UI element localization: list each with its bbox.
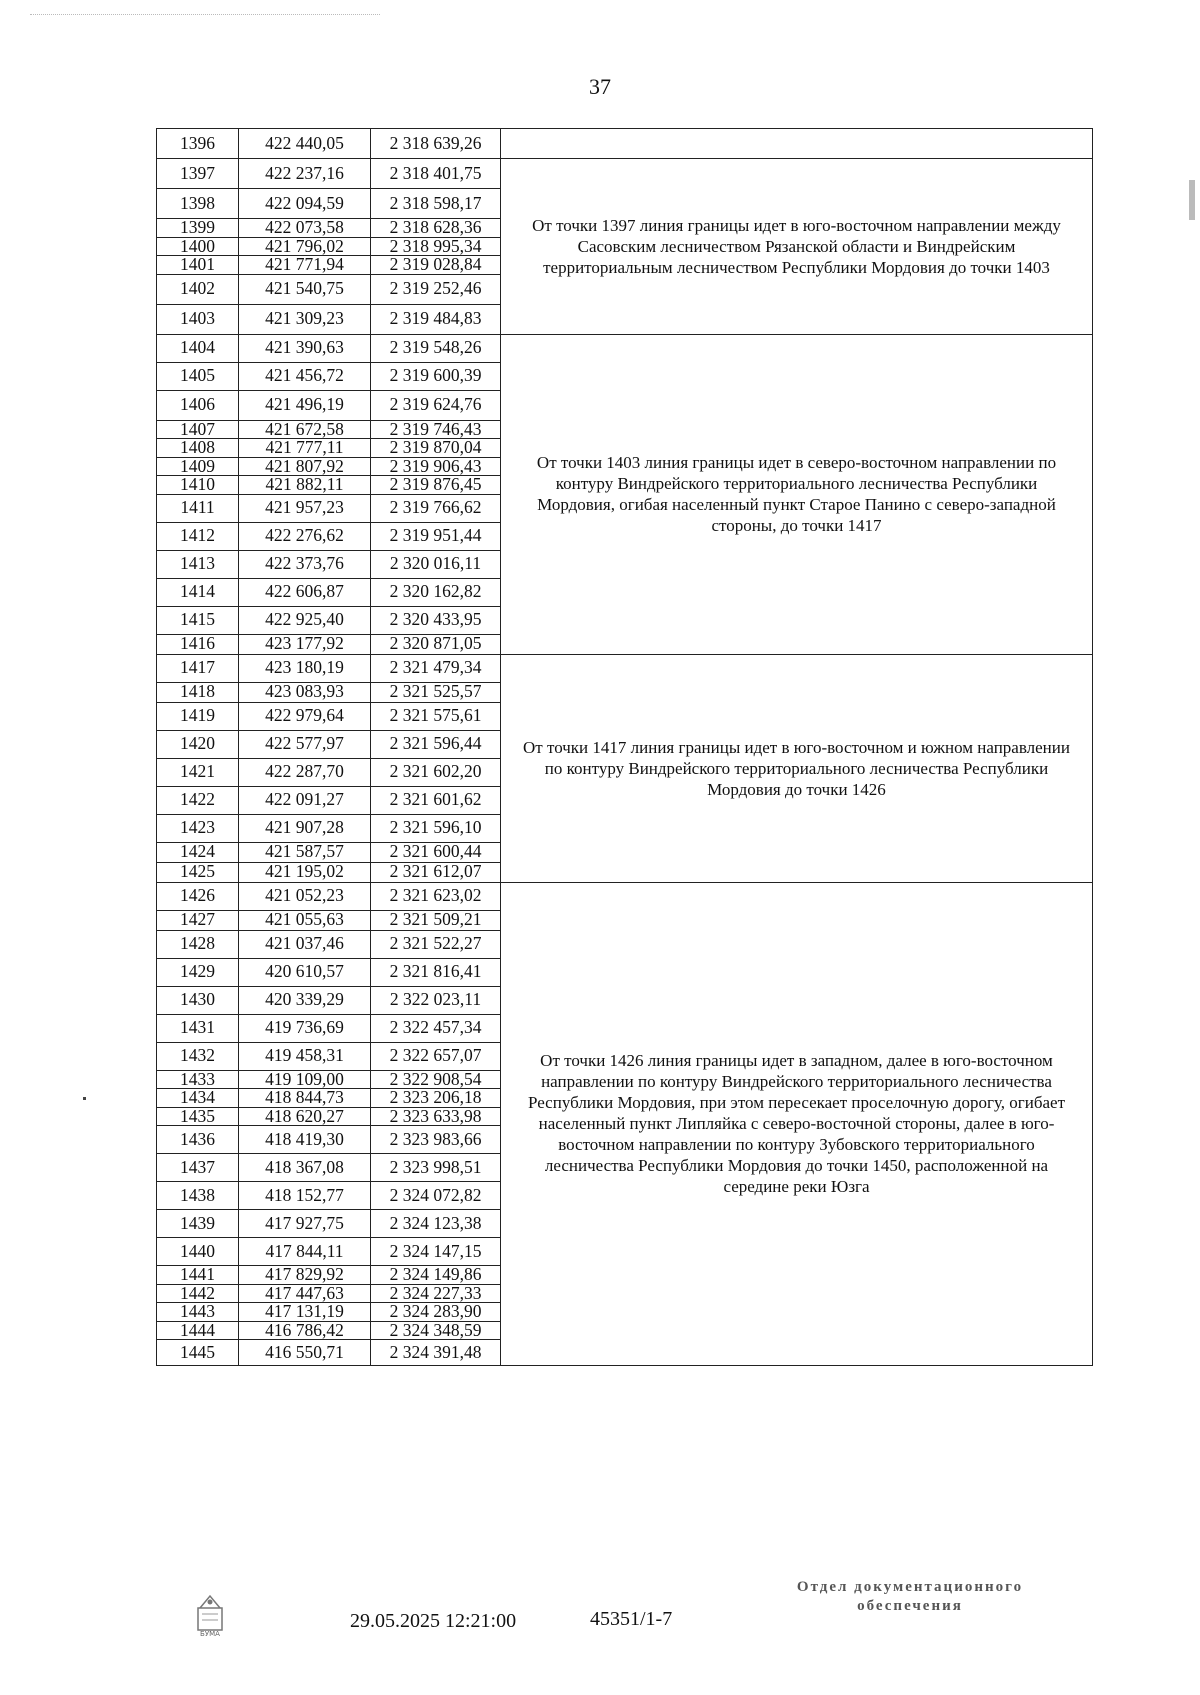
- coord-x: 418 367,08: [239, 1154, 371, 1182]
- coord-y: 2 321 602,20: [371, 758, 501, 786]
- coord-y: 2 321 596,44: [371, 730, 501, 758]
- point-number: 1420: [157, 730, 239, 758]
- coord-x: 417 844,11: [239, 1238, 371, 1266]
- coord-y: 2 324 123,38: [371, 1210, 501, 1238]
- coordinates-table-wrapper: [156, 128, 1092, 1366]
- coord-y: 2 319 252,46: [371, 274, 501, 304]
- coord-y: 2 319 766,62: [371, 494, 501, 522]
- coord-y: 2 322 457,34: [371, 1014, 501, 1042]
- point-number: 1399: [157, 219, 239, 238]
- coord-y: 2 322 657,07: [371, 1042, 501, 1070]
- coord-y: 2 324 283,90: [371, 1303, 501, 1322]
- coord-x: 422 287,70: [239, 758, 371, 786]
- point-number: 1438: [157, 1182, 239, 1210]
- coord-y: 2 318 995,34: [371, 237, 501, 256]
- point-number: 1424: [157, 842, 239, 862]
- coord-y: 2 321 479,34: [371, 654, 501, 682]
- coord-x: 421 796,02: [239, 237, 371, 256]
- coord-y: 2 319 484,83: [371, 304, 501, 334]
- boundary-description: От точки 1417 линия границы идет в юго-восточном и южном направлении по контуру Виндрейского территориального лесничества Республики Мордовия до точки 1426: [501, 654, 1093, 882]
- coord-y: 2 321 525,57: [371, 682, 501, 702]
- coord-y: 2 323 998,51: [371, 1154, 501, 1182]
- point-number: 1435: [157, 1107, 239, 1126]
- coord-y: 2 319 906,43: [371, 457, 501, 476]
- coord-y: 2 319 870,04: [371, 439, 501, 458]
- point-number: 1422: [157, 786, 239, 814]
- coord-x: 422 440,05: [239, 129, 371, 159]
- scan-artifact-dot: [83, 1097, 86, 1100]
- point-number: 1400: [157, 237, 239, 256]
- coord-y: 2 320 433,95: [371, 606, 501, 634]
- coord-x: 421 777,11: [239, 439, 371, 458]
- point-number: 1416: [157, 634, 239, 654]
- coord-y: 2 321 612,07: [371, 862, 501, 882]
- coord-y: 2 320 016,11: [371, 550, 501, 578]
- coord-y: 2 324 391,48: [371, 1340, 501, 1366]
- stamp-line-1: Отдел документационного: [796, 1579, 1024, 1595]
- coord-y: 2 319 951,44: [371, 522, 501, 550]
- coord-y: 2 318 401,75: [371, 159, 501, 189]
- coord-x: 421 907,28: [239, 814, 371, 842]
- point-number: 1405: [157, 362, 239, 390]
- point-number: 1434: [157, 1089, 239, 1108]
- point-number: 1409: [157, 457, 239, 476]
- table-row: [157, 129, 1093, 159]
- coord-y: 2 323 633,98: [371, 1107, 501, 1126]
- coord-y: 2 320 162,82: [371, 578, 501, 606]
- coord-x: 421 672,58: [239, 420, 371, 439]
- coord-y: 2 319 548,26: [371, 334, 501, 362]
- point-number: 1401: [157, 256, 239, 275]
- point-number: 1419: [157, 702, 239, 730]
- point-number: 1412: [157, 522, 239, 550]
- coord-y: 2 321 623,02: [371, 882, 501, 910]
- coord-x: 423 177,92: [239, 634, 371, 654]
- coord-x: 422 094,59: [239, 189, 371, 219]
- point-number: 1425: [157, 862, 239, 882]
- boundary-description: От точки 1403 линия границы идет в северо-восточном направлении по контуру Виндрейского территориального лесничества Республики Мордовия, огибая населенный пункт Старое Панино с северо-западной стороны, до точки 1417: [501, 334, 1093, 654]
- boundary-description: От точки 1397 линия границы идет в юго-восточном направлении между Сасовским лесничеством Рязанской области и Виндрейским территориальным лесничеством Республики Мордовия до точки 1403: [501, 159, 1093, 335]
- coord-x: 422 276,62: [239, 522, 371, 550]
- point-number: 1418: [157, 682, 239, 702]
- logo-text: БУМА: [200, 1630, 220, 1638]
- coord-y: 2 318 639,26: [371, 129, 501, 159]
- coord-x: 419 736,69: [239, 1014, 371, 1042]
- point-number: 1426: [157, 882, 239, 910]
- point-number: 1428: [157, 930, 239, 958]
- table-row: [157, 882, 1093, 910]
- point-number: 1436: [157, 1126, 239, 1154]
- coord-x: 418 844,73: [239, 1089, 371, 1108]
- point-number: 1443: [157, 1303, 239, 1322]
- footer-datetime: 29.05.2025 12:21:00: [350, 1610, 517, 1632]
- coord-y: 2 319 624,76: [371, 390, 501, 420]
- coord-y: 2 323 206,18: [371, 1089, 501, 1108]
- coord-x: 421 957,23: [239, 494, 371, 522]
- coord-x: 418 419,30: [239, 1126, 371, 1154]
- coord-y: 2 324 149,86: [371, 1266, 501, 1285]
- coord-y: 2 322 023,11: [371, 986, 501, 1014]
- table-row: [157, 334, 1093, 362]
- coord-x: 417 829,92: [239, 1266, 371, 1285]
- point-number: 1439: [157, 1210, 239, 1238]
- point-number: 1417: [157, 654, 239, 682]
- coordinates-table-body: [157, 129, 1093, 1366]
- coord-x: 421 037,46: [239, 930, 371, 958]
- coord-x: 421 587,57: [239, 842, 371, 862]
- point-number: 1407: [157, 420, 239, 439]
- coord-x: 423 180,19: [239, 654, 371, 682]
- coord-y: 2 322 908,54: [371, 1070, 501, 1089]
- point-number: 1415: [157, 606, 239, 634]
- point-number: 1397: [157, 159, 239, 189]
- coord-x: 417 131,19: [239, 1303, 371, 1322]
- department-stamp: [760, 1578, 1060, 1616]
- footer-doc-number: 45351/1-7: [590, 1608, 673, 1630]
- coord-y: 2 319 028,84: [371, 256, 501, 275]
- coord-y: 2 321 596,10: [371, 814, 501, 842]
- stamp-line-2: обеспечения: [857, 1598, 963, 1614]
- point-number: 1432: [157, 1042, 239, 1070]
- point-number: 1431: [157, 1014, 239, 1042]
- coord-x: 422 373,76: [239, 550, 371, 578]
- coord-y: 2 324 227,33: [371, 1284, 501, 1303]
- coord-x: 422 606,87: [239, 578, 371, 606]
- point-number: 1406: [157, 390, 239, 420]
- coord-x: 422 577,97: [239, 730, 371, 758]
- point-number: 1403: [157, 304, 239, 334]
- coord-y: 2 318 598,17: [371, 189, 501, 219]
- coord-x: 416 550,71: [239, 1340, 371, 1366]
- coord-x: 418 620,27: [239, 1107, 371, 1126]
- coord-x: 421 882,11: [239, 476, 371, 495]
- point-number: 1429: [157, 958, 239, 986]
- point-number: 1410: [157, 476, 239, 495]
- scan-artifact-dots: [30, 14, 380, 15]
- coord-y: 2 321 575,61: [371, 702, 501, 730]
- coord-y: 2 324 072,82: [371, 1182, 501, 1210]
- point-number: 1396: [157, 129, 239, 159]
- point-number: 1414: [157, 578, 239, 606]
- coord-x: 422 925,40: [239, 606, 371, 634]
- coord-x: 422 979,64: [239, 702, 371, 730]
- coord-y: 2 321 522,27: [371, 930, 501, 958]
- coord-y: 2 324 348,59: [371, 1321, 501, 1340]
- coord-x: 421 456,72: [239, 362, 371, 390]
- coord-x: 421 055,63: [239, 910, 371, 930]
- coord-x: 423 083,93: [239, 682, 371, 702]
- point-number: 1398: [157, 189, 239, 219]
- boundary-description: [501, 129, 1093, 159]
- coord-x: 420 610,57: [239, 958, 371, 986]
- coord-y: 2 321 816,41: [371, 958, 501, 986]
- coord-x: 422 073,58: [239, 219, 371, 238]
- coord-x: 421 309,23: [239, 304, 371, 334]
- point-number: 1444: [157, 1321, 239, 1340]
- coord-x: 421 496,19: [239, 390, 371, 420]
- point-number: 1441: [157, 1266, 239, 1285]
- table-row: [157, 159, 1093, 189]
- table-row: [157, 654, 1093, 682]
- point-number: 1427: [157, 910, 239, 930]
- coord-x: 420 339,29: [239, 986, 371, 1014]
- point-number: 1408: [157, 439, 239, 458]
- coord-y: 2 319 876,45: [371, 476, 501, 495]
- coord-y: 2 324 147,15: [371, 1238, 501, 1266]
- coord-x: 421 052,23: [239, 882, 371, 910]
- coord-y: 2 319 746,43: [371, 420, 501, 439]
- point-number: 1445: [157, 1340, 239, 1366]
- point-number: 1411: [157, 494, 239, 522]
- coord-y: 2 321 509,21: [371, 910, 501, 930]
- coord-x: 418 152,77: [239, 1182, 371, 1210]
- coord-x: 417 447,63: [239, 1284, 371, 1303]
- coord-y: 2 318 628,36: [371, 219, 501, 238]
- coord-y: 2 323 983,66: [371, 1126, 501, 1154]
- coord-y: 2 321 601,62: [371, 786, 501, 814]
- point-number: 1440: [157, 1238, 239, 1266]
- point-number: 1442: [157, 1284, 239, 1303]
- coordinates-table: [156, 128, 1093, 1366]
- point-number: 1423: [157, 814, 239, 842]
- coord-x: 422 091,27: [239, 786, 371, 814]
- emblem-icon: [192, 1590, 228, 1638]
- coord-x: 419 109,00: [239, 1070, 371, 1089]
- coord-x: 421 390,63: [239, 334, 371, 362]
- page-number: 37: [589, 74, 611, 99]
- point-number: 1421: [157, 758, 239, 786]
- coord-x: 421 771,94: [239, 256, 371, 275]
- point-number: 1413: [157, 550, 239, 578]
- coord-y: 2 321 600,44: [371, 842, 501, 862]
- point-number: 1437: [157, 1154, 239, 1182]
- coord-y: 2 320 871,05: [371, 634, 501, 654]
- coord-x: 421 540,75: [239, 274, 371, 304]
- coord-x: 421 195,02: [239, 862, 371, 882]
- point-number: 1430: [157, 986, 239, 1014]
- coord-x: 417 927,75: [239, 1210, 371, 1238]
- point-number: 1433: [157, 1070, 239, 1089]
- boundary-description: От точки 1426 линия границы идет в западном, далее в юго-восточном направлении по контуру Виндрейского территориального лесничества Республики Мордовия, при этом пересекает проселочную дорогу, огибает населенный пункт Липляйка с северо-восточной стороны, далее в юго-восточном направлении по контуру Зубовского территориального лесничества Республики Мордовия до точки 1450, расположенной на середине реки Юзга: [501, 882, 1093, 1366]
- coord-y: 2 319 600,39: [371, 362, 501, 390]
- coord-x: 422 237,16: [239, 159, 371, 189]
- scan-artifact-mark: [1189, 180, 1195, 220]
- point-number: 1404: [157, 334, 239, 362]
- coord-x: 421 807,92: [239, 457, 371, 476]
- coord-x: 419 458,31: [239, 1042, 371, 1070]
- coord-x: 416 786,42: [239, 1321, 371, 1340]
- point-number: 1402: [157, 274, 239, 304]
